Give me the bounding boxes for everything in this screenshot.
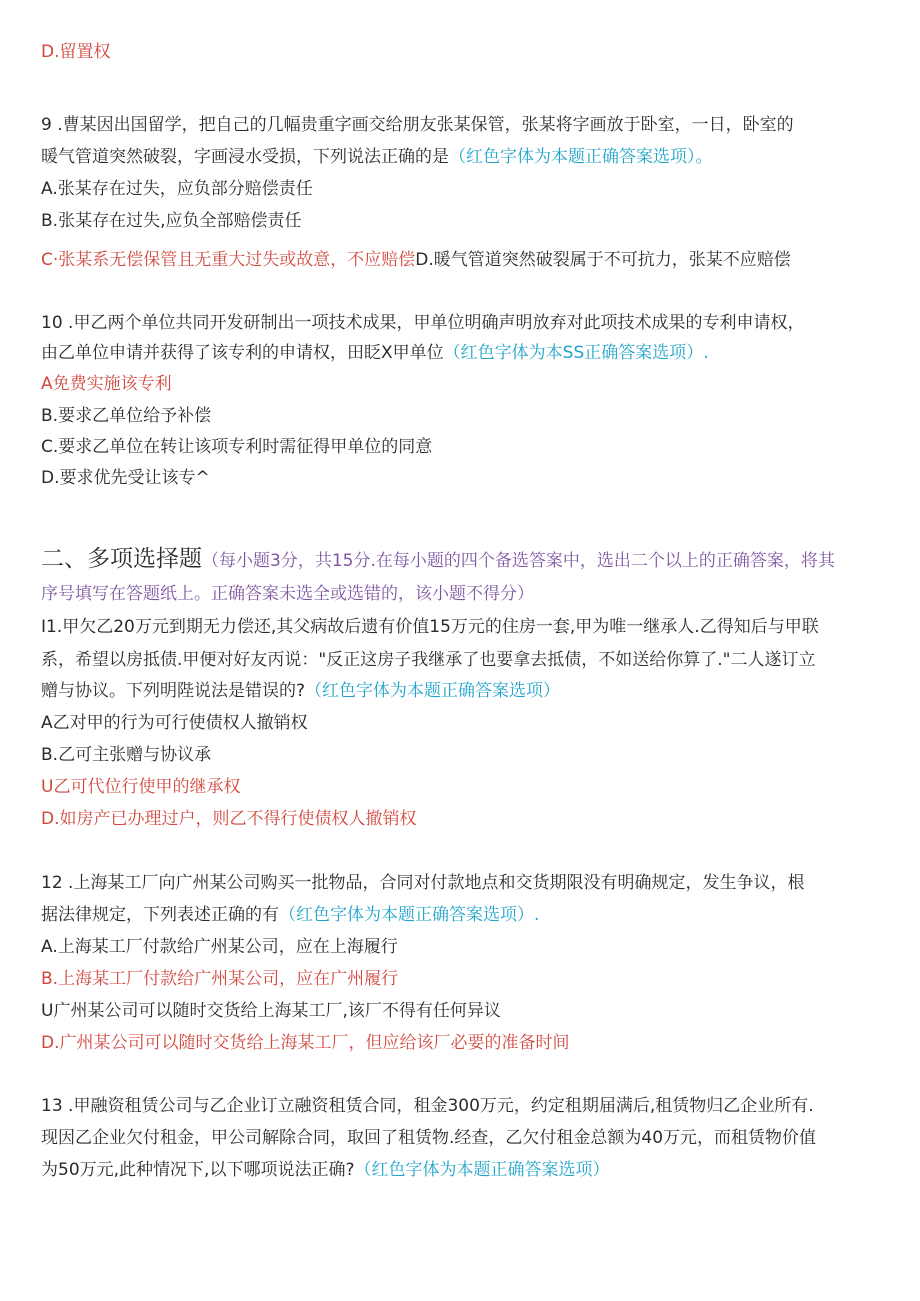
q13-answer-hint: （红色字体为本题正确答案选项）: [354, 1160, 610, 1180]
q12-option-c: U广州某公司可以随时交货给上海某工厂,该厂不得有任何异议: [41, 1001, 501, 1021]
q11-option-c: U乙可代位行使甲的继承权: [41, 777, 241, 797]
q11-answer-hint: （红色字体为本题正确答案选项）: [305, 681, 561, 701]
q9-option-b: B.张某存在过失,应负全部赔偿责任: [41, 211, 302, 231]
q13-stem-line1: 13 .甲融资租赁公司与乙企业订立融资租赁合同，租金300万元，约定租期届满后,租赁物归乙企业所有.: [41, 1096, 814, 1116]
q10-stem-line2: [41, 341, 709, 365]
q11-stem-line1: I1.甲欠乙20万元到期无力偿还,其父病故后遗有价值15万元的住房一套,甲为唯一继承人.乙得知后与甲联: [41, 617, 819, 637]
q10-option-a: A免费实施该专利: [41, 374, 172, 394]
q11-stem-text: 赠与协议。下列明陛说法是错误的?: [41, 681, 306, 701]
q9-stem-line1: 9 .曹某因出国留学，把自己的几幅贵重字画交给朋友张某保管，张某将字画放于卧室，一日，卧室的: [41, 115, 794, 135]
q11-stem-line3: [41, 679, 560, 703]
q12-stem-line1: 12 .上海某工厂向广州某公司购买一批物品，合同对付款地点和交货期限没有明确规定，发生争议，根: [41, 873, 805, 893]
q10-option-d: D.要求优先受让该专^: [41, 468, 210, 488]
q8-option-d: D.留置权: [41, 42, 111, 62]
q9-option-d: D.暖气管道突然破裂属于不可抗力，张某不应赔偿: [415, 250, 791, 270]
q10-stem-line1: 10 .甲乙两个单位共同开发研制出一项技术成果，甲单位明确声明放弃对此项技术成果的专利申请权，: [41, 313, 805, 333]
q12-option-a: A.上海某工厂付款给广州某公司，应在上海履行: [41, 937, 398, 957]
q12-answer-hint: （红色字体为本题正确答案选项）.: [279, 905, 540, 925]
q10-stem-text: 由乙单位申请并获得了该专利的申请权，田眨X甲单位: [41, 343, 444, 363]
q11-stem-line2: 系，希望以房抵债.甲便对好友丙说："反正这房子我继承了也要拿去抵债，不如送给你算了."二人遂订立: [41, 650, 816, 670]
q9-stem-text: 暖气管道突然破裂，字画浸水受损，下列说法正确的是: [41, 147, 449, 167]
q9-option-a: A.张某存在过失，应负部分赔偿责任: [41, 179, 313, 199]
q10-option-c: C.要求乙单位在转让该项专利时需征得甲单位的同意: [41, 437, 433, 457]
q12-stem-text: 据法律规定，下列表述正确的有: [41, 905, 279, 925]
section-2-note-line1: （每小题3分，共15分.在每小题的四个备选答案中，选出二个以上的正确答案，将其: [202, 551, 835, 571]
q12-stem-line2: [41, 903, 539, 927]
q13-stem-line2: 现因乙企业欠付租金，甲公司解除合同，取回了租赁物.经查，乙欠付租金总额为40万元，而租赁物价值: [41, 1128, 817, 1148]
q9-options-cd: [41, 248, 791, 272]
q11-option-b: B.乙可主张赠与协议承: [41, 745, 212, 765]
q12-option-b: B.上海某工厂付款给广州某公司，应在广州履行: [41, 969, 399, 989]
q11-option-a: A乙对甲的行为可行使债权人撤销权: [41, 713, 308, 733]
q13-stem-text: 为50万元,此种情况下,以下哪项说法正确?: [41, 1160, 355, 1180]
q9-stem-line2: [41, 145, 713, 169]
q10-answer-hint: （红色字体为本SS正确答案选项）.: [443, 343, 709, 363]
section-2-header: [41, 544, 835, 576]
section-2-title: 二、多项选择题: [41, 546, 202, 572]
q9-option-c: C·张某系无偿保管且无重大过失或故意，不应赔偿: [41, 250, 416, 270]
q12-option-d: D.广州某公司可以随时交货给上海某工厂，但应给该厂必要的准备时间: [41, 1033, 570, 1053]
q11-option-d: D.如房产已办理过户，则乙不得行使债权人撤销权: [41, 809, 417, 829]
q13-stem-line3: [41, 1158, 609, 1182]
q9-answer-hint: （红色字体为本题正确答案选项）。: [449, 147, 713, 167]
section-2-note-line2: 序号填写在答题纸上。正确答案未选全或选错的，该小题不得分）: [41, 584, 534, 604]
q10-option-b: B.要求乙单位给予补偿: [41, 406, 212, 426]
